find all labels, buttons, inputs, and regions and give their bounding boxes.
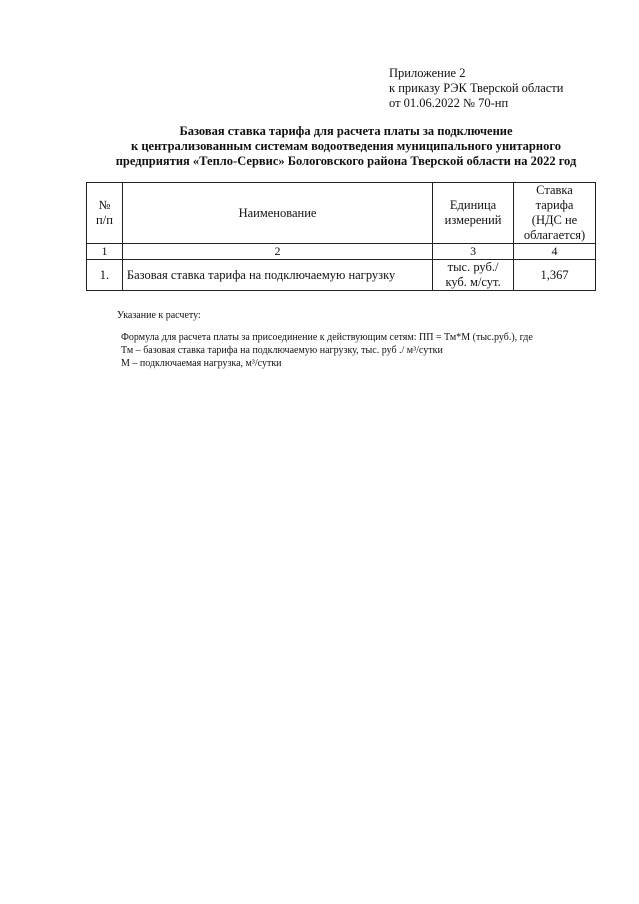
table-header-row <box>87 183 596 244</box>
title-line-3: предприятия «Тепло-Сервис» Бологовского района Тверской области на 2022 год <box>115 154 577 168</box>
appendix-reference <box>389 66 563 111</box>
appendix-number: Приложение 2 <box>389 66 466 80</box>
header-rate: Ставка тарифа (НДС не облагается) <box>514 183 596 244</box>
title-line-2: к централизованным системам водоотведения муниципального унитарного <box>131 139 561 153</box>
appendix-order: к приказу РЭК Тверской области <box>389 81 564 95</box>
formula-line-2: Тм – базовая ставка тарифа на подключаемую нагрузку, тыс. руб ./ м³/сутки <box>121 345 443 356</box>
column-number-row <box>87 244 596 260</box>
header-number: № п/п <box>87 183 123 244</box>
row-number: 1. <box>87 260 123 291</box>
formula-line-1: Формула для расчета платы за присоединение к действующим сетям: ПП = Тм*М (тыс.руб.), где <box>121 332 533 343</box>
title-line-1: Базовая ставка тарифа для расчета платы за подключение <box>179 124 513 138</box>
formula-line-3: М – подключаемая нагрузка, м³/сутки <box>121 358 282 369</box>
document-title <box>96 124 596 169</box>
column-number: 1 <box>87 244 123 260</box>
header-name: Наименование <box>122 183 432 244</box>
row-rate: 1,367 <box>514 260 596 291</box>
appendix-date: от 01.06.2022 № 70-нп <box>389 96 509 110</box>
row-unit: тыс. руб./ куб. м/сут. <box>433 260 514 291</box>
row-name: Базовая ставка тарифа на подключаемую нагрузку <box>122 260 432 291</box>
column-number: 2 <box>122 244 432 260</box>
formula-block <box>121 331 533 370</box>
calculation-note-label: Указание к расчету: <box>117 310 201 321</box>
tariff-table <box>86 182 596 291</box>
header-unit: Единица измерений <box>433 183 514 244</box>
column-number: 3 <box>433 244 514 260</box>
column-number: 4 <box>514 244 596 260</box>
table-row <box>87 260 596 291</box>
